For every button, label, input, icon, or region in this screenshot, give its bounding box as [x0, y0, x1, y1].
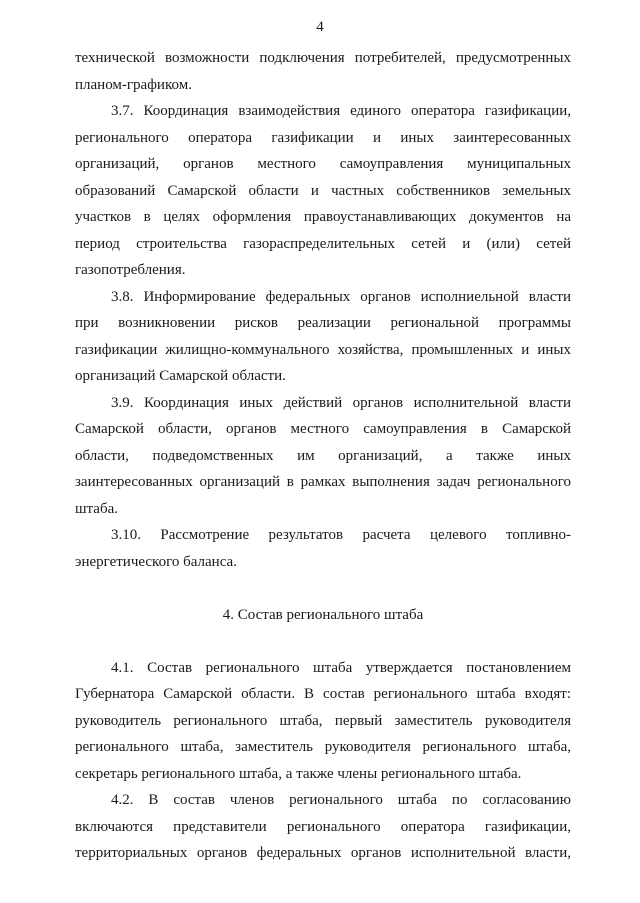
text-line: газификации жилищно-коммунального хозяйства, промышленных и иных — [75, 341, 571, 358]
paragraph-3 — [75, 284, 571, 390]
text-line: регионального штаба, заместитель руководителя регионального штаба, — [75, 739, 571, 755]
spacer — [75, 575, 571, 602]
text-line: 3.7. Координация взаимодействия единого оператора газификации, — [111, 103, 571, 119]
page-number: 4 — [316, 19, 324, 35]
paragraph-5 — [75, 522, 571, 575]
text-line: организаций, органов местного самоуправления муниципальных — [75, 156, 571, 172]
paragraph-1 — [75, 45, 571, 98]
text-line: образований Самарской области и частных собственников земельных — [75, 182, 571, 199]
text-line: энергетического баланса. — [75, 553, 237, 570]
text-line: при возникновении рисков реализации региональной программы — [75, 315, 571, 331]
section-paragraph-1 — [75, 655, 571, 788]
text-line: секретарь регионального штаба, а также члены регионального штаба. — [75, 765, 522, 782]
text-line: регионального оператора газификации и иных заинтересованных — [75, 129, 571, 146]
text-line: организаций Самарской области. — [75, 368, 286, 384]
text-line: области, подведомственных им организаций, а также иных — [75, 447, 571, 464]
text-line: 3.10. Рассмотрение результатов расчета целевого топливно- — [111, 527, 571, 543]
text-line: Самарской области, органов местного самоуправления в Самарской — [75, 421, 571, 437]
text-line: 3.9. Координация иных действий органов исполнительной власти — [111, 394, 571, 411]
text-line: заинтересованных организаций в рамках выполнения задач регионального — [75, 474, 571, 490]
text-line: 4.2. В состав членов регионального штаба по согласованию — [111, 792, 571, 808]
text-line: территориальных органов федеральных органов исполнительной власти, — [75, 845, 571, 861]
text-line: газопотребления. — [75, 262, 186, 278]
text-line: руководитель регионального штаба, первый заместитель руководителя — [75, 712, 571, 729]
paragraph-2 — [75, 98, 571, 284]
text-line: штаба. — [75, 500, 118, 517]
text-line: планом-графиком. — [75, 76, 192, 93]
text-line: технической возможности подключения потребителей, предусмотренных — [75, 50, 571, 66]
text-line: 4.1. Состав регионального штаба утверждается постановлением — [111, 659, 571, 676]
paragraph-4 — [75, 390, 571, 523]
document-body — [75, 45, 571, 867]
section-paragraph-2 — [75, 787, 571, 867]
spacer — [75, 628, 571, 655]
text-line: Губернатора Самарской области. В состав регионального штаба входят: — [75, 686, 571, 702]
text-line: участков в целях оформления правоустанавливающих документов на — [75, 209, 571, 225]
text-line: 3.8. Информирование федеральных органов исполниельной власти — [111, 288, 571, 305]
text-line: период строительства газораспределительных сетей и (или) сетей — [75, 235, 571, 252]
text-line: включаются представители регионального оператора газификации, — [75, 818, 571, 835]
section-heading: 4. Состав регионального штаба — [222, 606, 424, 623]
